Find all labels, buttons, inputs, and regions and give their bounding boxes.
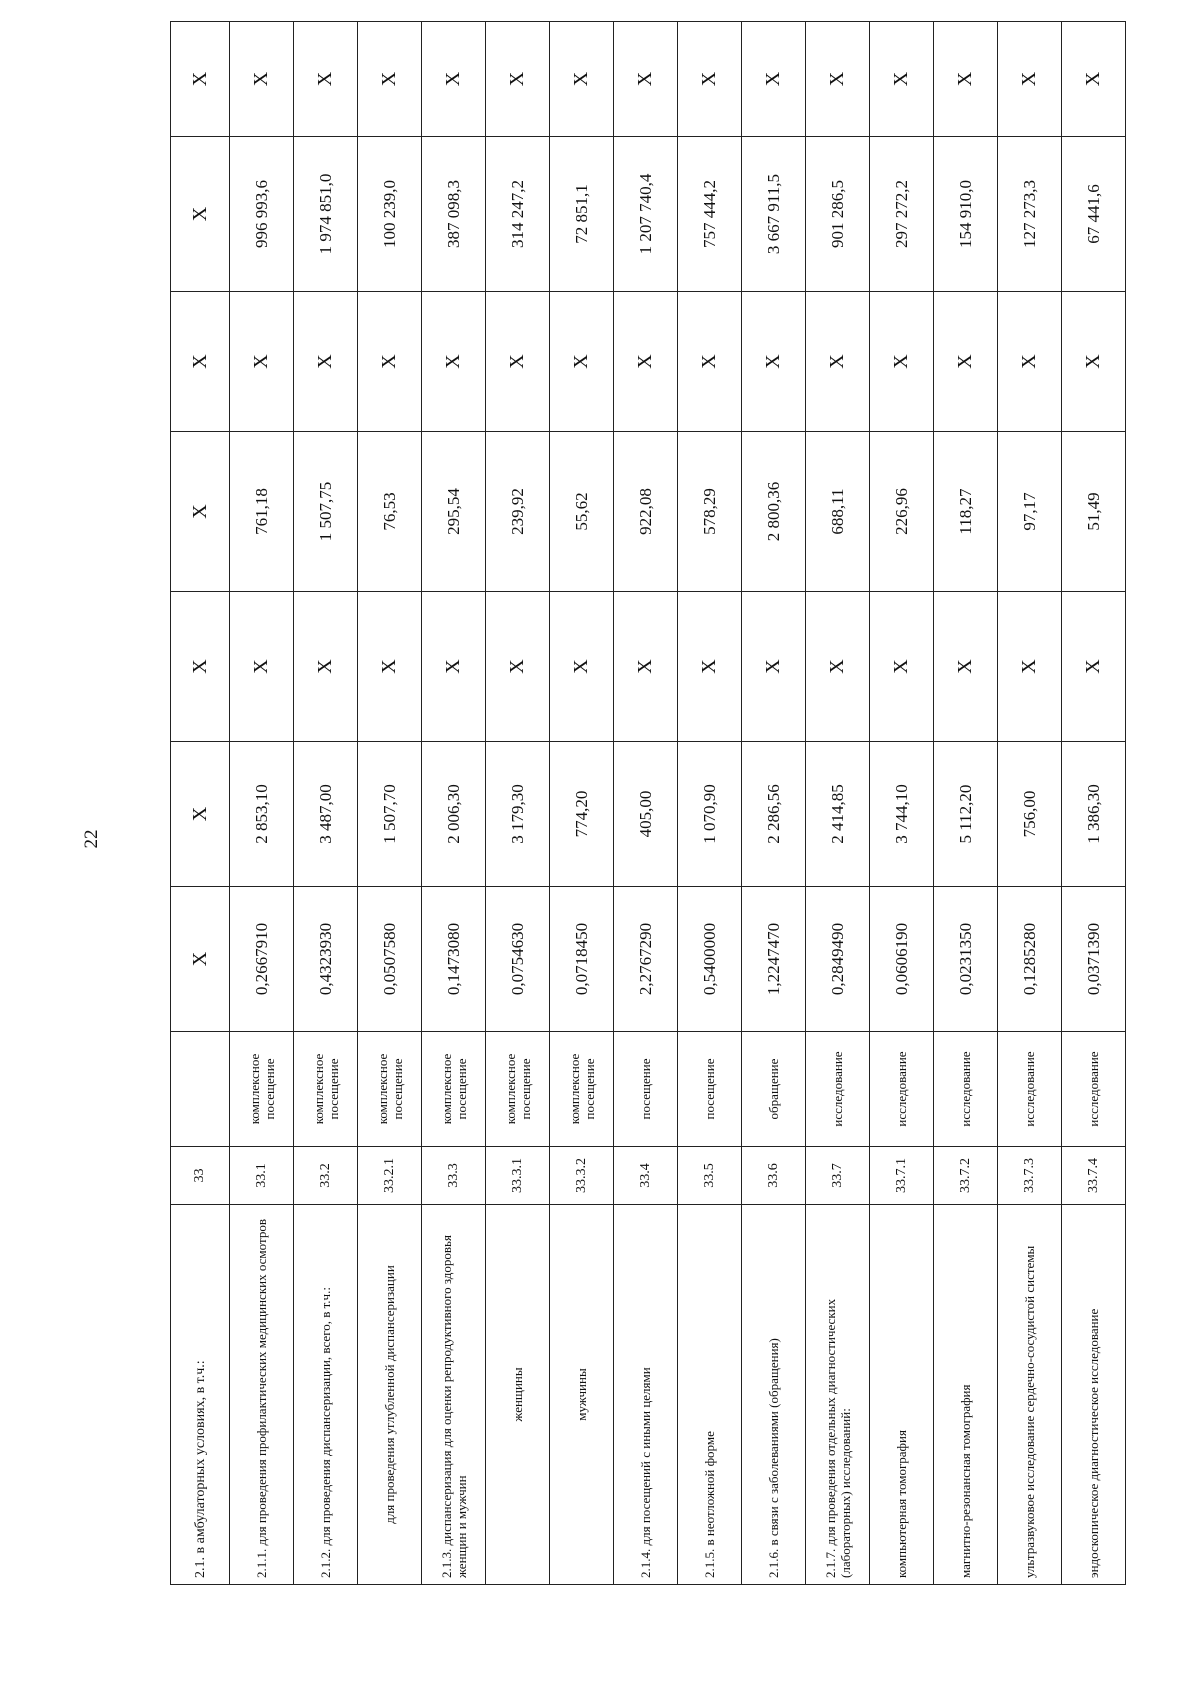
table-row xyxy=(230,22,294,1585)
row-cell: X xyxy=(1062,292,1126,432)
row-cell: 2,2767290 xyxy=(614,887,678,1032)
row-cell: X xyxy=(550,292,614,432)
row-unit: комплексное посещение xyxy=(294,1032,358,1147)
row-cell: X xyxy=(230,292,294,432)
row-cell: 0,2849490 xyxy=(806,887,870,1032)
table-row xyxy=(486,22,550,1585)
data-table xyxy=(170,21,1126,1585)
row-cell: X xyxy=(678,592,742,742)
row-cell: X xyxy=(294,592,358,742)
row-cell: X xyxy=(171,887,230,1032)
row-cell: X xyxy=(742,592,806,742)
row-cell: 0,1285280 xyxy=(998,887,1062,1032)
row-name: 2.1.3. диспансеризация для оценки репродуктивного здоровья женщин и мужчин xyxy=(422,1205,486,1585)
row-cell: X xyxy=(934,292,998,432)
row-cell: 2 853,10 xyxy=(230,742,294,887)
table-row xyxy=(422,22,486,1585)
row-cell: 2 800,36 xyxy=(742,432,806,592)
row-cell: 3 744,10 xyxy=(870,742,934,887)
row-cell: 0,2667910 xyxy=(230,887,294,1032)
row-unit: комплексное посещение xyxy=(358,1032,422,1147)
page-number: 22 xyxy=(81,829,102,849)
row-cell: 0,1473080 xyxy=(422,887,486,1032)
row-cell: X xyxy=(171,742,230,887)
row-name: 2.1.4. для посещений с иными целями xyxy=(614,1205,678,1585)
row-cell: 297 272,2 xyxy=(870,137,934,292)
row-cell: X xyxy=(870,22,934,137)
row-unit: исследование xyxy=(870,1032,934,1147)
table-row xyxy=(742,22,806,1585)
row-cell: 0,0231350 xyxy=(934,887,998,1032)
row-cell: 0,0606190 xyxy=(870,887,934,1032)
row-code: 33.7.2 xyxy=(934,1147,998,1205)
row-cell: X xyxy=(934,592,998,742)
row-cell: 154 910,0 xyxy=(934,137,998,292)
row-cell: 55,62 xyxy=(550,432,614,592)
row-unit: исследование xyxy=(1062,1032,1126,1147)
row-cell: X xyxy=(934,22,998,137)
row-cell: X xyxy=(422,592,486,742)
row-cell: X xyxy=(171,137,230,292)
row-cell: X xyxy=(171,22,230,137)
row-cell: X xyxy=(742,22,806,137)
row-cell: X xyxy=(486,22,550,137)
row-cell: X xyxy=(614,22,678,137)
row-cell: 996 993,6 xyxy=(230,137,294,292)
row-cell: X xyxy=(678,292,742,432)
row-code: 33 xyxy=(171,1147,230,1205)
table-row xyxy=(806,22,870,1585)
row-cell: X xyxy=(171,592,230,742)
row-unit: обращение xyxy=(742,1032,806,1147)
row-cell: 1 207 740,4 xyxy=(614,137,678,292)
row-cell: 0,0507580 xyxy=(358,887,422,1032)
row-cell: X xyxy=(486,592,550,742)
row-name: 2.1.6. в связи с заболеваниями (обращения) xyxy=(742,1205,806,1585)
row-code: 33.3.1 xyxy=(486,1147,550,1205)
row-cell: X xyxy=(171,292,230,432)
row-cell: 295,54 xyxy=(422,432,486,592)
row-cell: 2 006,30 xyxy=(422,742,486,887)
row-code: 33.7 xyxy=(806,1147,870,1205)
row-cell: 127 273,3 xyxy=(998,137,1062,292)
row-cell: 2 286,56 xyxy=(742,742,806,887)
row-cell: 0,0371390 xyxy=(1062,887,1126,1032)
row-code: 33.2 xyxy=(294,1147,358,1205)
row-cell: 67 441,6 xyxy=(1062,137,1126,292)
row-cell: 3 487,00 xyxy=(294,742,358,887)
row-unit: исследование xyxy=(934,1032,998,1147)
row-cell: 1 974 851,0 xyxy=(294,137,358,292)
row-cell: 405,00 xyxy=(614,742,678,887)
row-unit: посещение xyxy=(678,1032,742,1147)
row-cell: 118,27 xyxy=(934,432,998,592)
row-name: для проведения углубленной диспансеризации xyxy=(358,1205,422,1585)
row-cell: X xyxy=(294,292,358,432)
table-row xyxy=(870,22,934,1585)
row-cell: X xyxy=(614,292,678,432)
row-unit: комплексное посещение xyxy=(422,1032,486,1147)
row-cell: X xyxy=(358,22,422,137)
row-cell: X xyxy=(870,292,934,432)
row-cell: 0,0754630 xyxy=(486,887,550,1032)
row-cell: 5 112,20 xyxy=(934,742,998,887)
row-name: магнитно-резонансная томография xyxy=(934,1205,998,1585)
row-cell: X xyxy=(1062,22,1126,137)
row-cell: X xyxy=(294,22,358,137)
row-cell: X xyxy=(422,22,486,137)
row-unit xyxy=(171,1032,230,1147)
row-cell: 72 851,1 xyxy=(550,137,614,292)
row-cell: X xyxy=(806,592,870,742)
row-name: 2.1.1. для проведения профилактических медицинских осмотров xyxy=(230,1205,294,1585)
row-cell: X xyxy=(806,292,870,432)
row-unit: исследование xyxy=(806,1032,870,1147)
row-cell: 76,53 xyxy=(358,432,422,592)
table-row xyxy=(678,22,742,1585)
table-header-row xyxy=(171,22,230,1585)
row-cell: X xyxy=(998,22,1062,137)
rotated-table-container xyxy=(170,71,1104,1585)
row-cell: X xyxy=(171,432,230,592)
row-cell: 578,29 xyxy=(678,432,742,592)
table-row xyxy=(1062,22,1126,1585)
row-cell: X xyxy=(550,22,614,137)
row-cell: X xyxy=(742,292,806,432)
table-body xyxy=(171,22,1126,1585)
row-name: 2.1.5. в неотложной форме xyxy=(678,1205,742,1585)
row-cell: 100 239,0 xyxy=(358,137,422,292)
row-cell: X xyxy=(550,592,614,742)
row-cell: 0,5400000 xyxy=(678,887,742,1032)
row-code: 33.5 xyxy=(678,1147,742,1205)
row-cell: X xyxy=(358,292,422,432)
row-cell: X xyxy=(998,592,1062,742)
row-cell: 3 667 911,5 xyxy=(742,137,806,292)
row-cell: 2 414,85 xyxy=(806,742,870,887)
row-code: 33.7.1 xyxy=(870,1147,934,1205)
row-name: компьютерная томография xyxy=(870,1205,934,1585)
row-cell: 922,08 xyxy=(614,432,678,592)
row-code: 33.1 xyxy=(230,1147,294,1205)
row-cell: 51,49 xyxy=(1062,432,1126,592)
row-name: эндоскопическое диагностическое исследование xyxy=(1062,1205,1126,1585)
row-cell: 1 070,90 xyxy=(678,742,742,887)
table-row xyxy=(358,22,422,1585)
row-cell: 1 386,30 xyxy=(1062,742,1126,887)
row-unit: комплексное посещение xyxy=(550,1032,614,1147)
row-code: 33.7.4 xyxy=(1062,1147,1126,1205)
row-cell: 314 247,2 xyxy=(486,137,550,292)
row-cell: 3 179,30 xyxy=(486,742,550,887)
row-cell: 0,4323930 xyxy=(294,887,358,1032)
row-code: 33.6 xyxy=(742,1147,806,1205)
row-cell: X xyxy=(422,292,486,432)
table-row xyxy=(614,22,678,1585)
row-unit: комплексное посещение xyxy=(486,1032,550,1147)
row-cell: 97,17 xyxy=(998,432,1062,592)
row-cell: X xyxy=(870,592,934,742)
row-cell: 1,2247470 xyxy=(742,887,806,1032)
row-code: 33.3.2 xyxy=(550,1147,614,1205)
row-code: 33.7.3 xyxy=(998,1147,1062,1205)
row-name: женщины xyxy=(486,1205,550,1585)
row-cell: 756,00 xyxy=(998,742,1062,887)
row-cell: X xyxy=(230,592,294,742)
row-code: 33.4 xyxy=(614,1147,678,1205)
row-cell: 226,96 xyxy=(870,432,934,592)
row-cell: X xyxy=(998,292,1062,432)
row-cell: 774,20 xyxy=(550,742,614,887)
row-cell: 901 286,5 xyxy=(806,137,870,292)
row-unit: посещение xyxy=(614,1032,678,1147)
row-cell: 761,18 xyxy=(230,432,294,592)
row-cell: X xyxy=(1062,592,1126,742)
row-cell: 387 098,3 xyxy=(422,137,486,292)
row-code: 33.3 xyxy=(422,1147,486,1205)
row-name: мужчины xyxy=(550,1205,614,1585)
row-name: 2.1.2. для проведения диспансеризации, всего, в т.ч.: xyxy=(294,1205,358,1585)
row-cell: 688,11 xyxy=(806,432,870,592)
row-cell: 757 444,2 xyxy=(678,137,742,292)
row-cell: X xyxy=(486,292,550,432)
row-cell: X xyxy=(806,22,870,137)
table-row xyxy=(934,22,998,1585)
row-unit: исследование xyxy=(998,1032,1062,1147)
row-cell: X xyxy=(358,592,422,742)
row-cell: X xyxy=(230,22,294,137)
table-row xyxy=(294,22,358,1585)
row-cell: 1 507,70 xyxy=(358,742,422,887)
table-row xyxy=(550,22,614,1585)
row-cell: X xyxy=(678,22,742,137)
row-name: 2.1. в амбулаторных условиях, в т.ч.: xyxy=(171,1205,230,1585)
row-cell: 239,92 xyxy=(486,432,550,592)
row-cell: X xyxy=(614,592,678,742)
row-cell: 0,0718450 xyxy=(550,887,614,1032)
row-cell: 1 507,75 xyxy=(294,432,358,592)
row-name: ультразвуковое исследование сердечно-сосудистой системы xyxy=(998,1205,1062,1585)
row-unit: комплексное посещение xyxy=(230,1032,294,1147)
row-name: 2.1.7. для проведения отдельных диагностических (лабораторных) исследований: xyxy=(806,1205,870,1585)
table-row xyxy=(998,22,1062,1585)
row-code: 33.2.1 xyxy=(358,1147,422,1205)
